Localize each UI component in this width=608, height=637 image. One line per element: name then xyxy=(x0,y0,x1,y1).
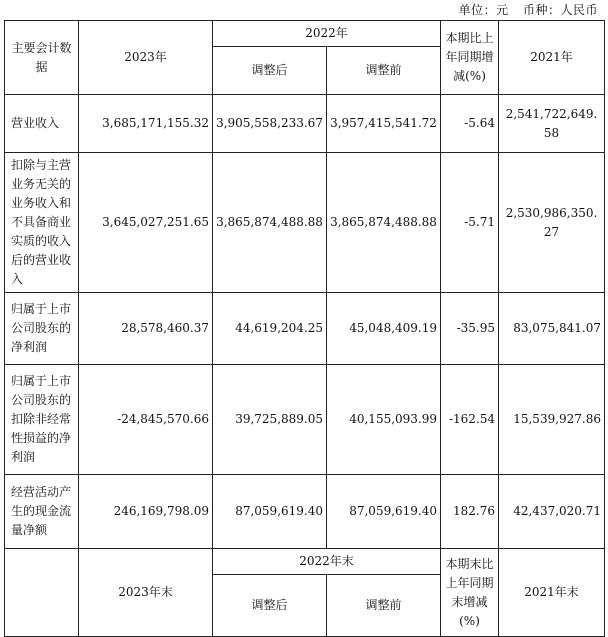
value-2022-before: 87,059,619.40 xyxy=(327,475,441,549)
row-label: 归属于上市公司股东的扣除非经常性损益的净利润 xyxy=(5,365,79,475)
footer-header-row-1 xyxy=(5,549,605,575)
value-2021: 42,437,020.71 xyxy=(499,475,605,549)
value-change: -5.64 xyxy=(441,95,499,153)
value-change: -35.95 xyxy=(441,293,499,365)
header-2023: 2023年 xyxy=(79,21,213,95)
value-2022-after: 87,059,619.40 xyxy=(213,475,327,549)
row-label: 扣除与主营业务无关的业务收入和不具备商业实质的收入后的营业收入 xyxy=(5,153,79,293)
row-label: 经营活动产生的现金流量净额 xyxy=(5,475,79,549)
header-2021: 2021年 xyxy=(499,21,605,95)
value-2021: 15,539,927.86 xyxy=(499,365,605,475)
value-2021: 2,541,722,649.58 xyxy=(499,95,605,153)
currency-label: 币种：人民币 xyxy=(522,3,598,17)
value-2023: 28,578,460.37 xyxy=(79,293,213,365)
footer-item-empty xyxy=(5,549,79,637)
header-row-1 xyxy=(5,21,605,47)
value-2023: -24,845,570.66 xyxy=(79,365,213,475)
value-2021: 83,075,841.07 xyxy=(499,293,605,365)
footer-2023-end: 2023年末 xyxy=(79,549,213,637)
header-2022: 2022年 xyxy=(213,21,441,47)
table-row xyxy=(5,475,605,549)
header-2022-after: 调整后 xyxy=(213,47,327,95)
value-change: -5.71 xyxy=(441,153,499,293)
financial-data-table xyxy=(4,20,605,637)
row-label: 营业收入 xyxy=(5,95,79,153)
footer-2022-end: 2022年末 xyxy=(213,549,441,575)
value-2023: 246,169,798.09 xyxy=(79,475,213,549)
header-change: 本期比上年同期增减(%) xyxy=(441,21,499,95)
table-row xyxy=(5,365,605,475)
value-2021: 2,530,986,350.27 xyxy=(499,153,605,293)
row-label: 归属于上市公司股东的净利润 xyxy=(5,293,79,365)
value-2022-after: 39,725,889.05 xyxy=(213,365,327,475)
value-2022-before: 40,155,093.99 xyxy=(327,365,441,475)
unit-label: 单位：元 xyxy=(458,3,509,17)
footer-2022-after: 调整后 xyxy=(213,575,327,637)
value-2022-before: 3,865,874,488.88 xyxy=(327,153,441,293)
value-2022-after: 44,619,204.25 xyxy=(213,293,327,365)
footer-2022-before: 调整前 xyxy=(327,575,441,637)
value-2022-before: 3,957,415,541.72 xyxy=(327,95,441,153)
value-2023: 3,685,171,155.32 xyxy=(79,95,213,153)
header-item: 主要会计数据 xyxy=(5,21,79,95)
value-2022-after: 3,905,558,233.67 xyxy=(213,95,327,153)
header-2022-before: 调整前 xyxy=(327,47,441,95)
value-2022-before: 45,048,409.19 xyxy=(327,293,441,365)
value-change: 182.76 xyxy=(441,475,499,549)
table-row xyxy=(5,95,605,153)
table-row xyxy=(5,293,605,365)
value-2023: 3,645,027,251.65 xyxy=(79,153,213,293)
value-change: -162.54 xyxy=(441,365,499,475)
table-row xyxy=(5,153,605,293)
footer-2021-end: 2021年末 xyxy=(499,549,605,637)
value-2022-after: 3,865,874,488.88 xyxy=(213,153,327,293)
unit-line xyxy=(449,1,598,18)
footer-change: 本期末比上年同期末增减(%) xyxy=(441,549,499,637)
